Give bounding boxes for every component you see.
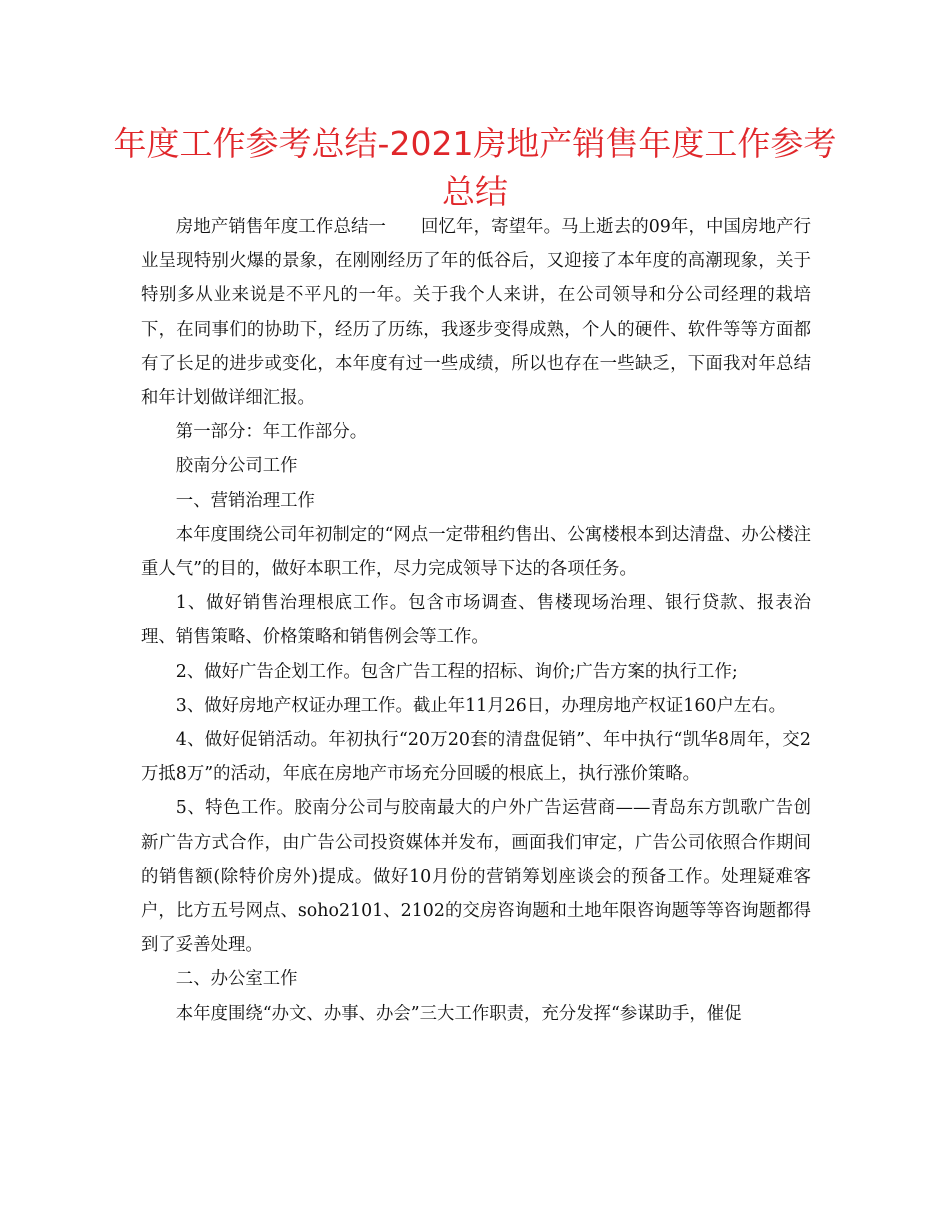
paragraph-part-one-heading: 第一部分：年工作部分。: [175, 422, 368, 443]
document-body: [141, 210, 811, 1031]
paragraph-item-3: 3、做好房地产权证办理工作。截止年11月26日，办理房地产权证160户左右。: [175, 695, 787, 716]
document-title: 年度工作参考总结-2021房地产销售年度工作参考总结: [113, 124, 837, 211]
paragraph-intro: 房地产销售年度工作总结一 回忆年，寄望年。马上逝去的09年，中国房地产行业呈现特别火爆的景象，在刚刚经历了年的低谷后，又迎接了本年度的高潮现象，关于特别多从业来说是不平凡的一年。关于我个人来讲，在公司领导和分公司经理的栽培下，在同事们的协助下，经历了历练，我逐步变得成熟，个人的硬件、软件等等方面都有了长足的进步或变化，本年度有过一些成绩，所以也存在一些缺乏，下面我对年总结和年计划做详细汇报。: [141, 217, 811, 409]
paragraph-item-4: 4、做好促销活动。年初执行“20万20套的清盘促销”、年中执行“凯华8周年，交2万抵8万”的活动，年底在房地产市场充分回暖的根底上，执行涨价策略。: [141, 730, 811, 785]
paragraph-office-work: 本年度围绕“办文、办事、办会”三大工作职责，充分发挥“参谋助手，催促: [175, 1003, 742, 1024]
paragraph-item-2: 2、做好广告企划工作。包含广告工程的招标、询价;广告方案的执行工作;: [175, 661, 738, 682]
paragraph-goal: 本年度围绕公司年初制定的“网点一定带租约售出、公寓楼根本到达清盘、办公楼注重人气”的目的，做好本职工作，尽力完成领导下达的各项任务。: [141, 524, 811, 580]
paragraph-section-two-heading: 二、办公室工作: [175, 969, 298, 990]
paragraph-item-1: 1、做好销售治理根底工作。包含市场调查、售楼现场治理、银行贷款、报表治理、销售策略、价格策略和销售例会等工作。: [141, 593, 811, 648]
paragraph-branch-heading: 胶南分公司工作: [175, 456, 298, 477]
paragraph-item-5: 5、特色工作。胶南分公司与胶南最大的户外广告运营商——青岛东方凯歌广告创新广告方式合作，由广告公司投资媒体并发布，画面我们审定，广告公司依照合作期间的销售额(除特价房外)提成。做好10月份的营销筹划座谈会的预备工作。处理疑难客户，比方五号网点、soho2101、2102的交房咨询题和土地年限咨询题等等咨询题都得到了妥善处理。: [141, 798, 811, 956]
paragraph-section-one-heading: 一、营销治理工作: [175, 490, 315, 511]
